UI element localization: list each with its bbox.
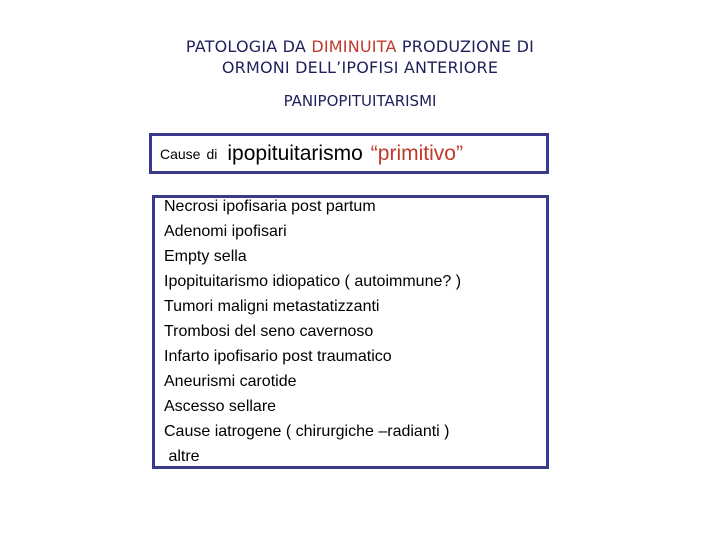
list-item: Ascesso sellare [164,398,277,415]
list-item: Trombosi del seno cavernoso [164,323,374,340]
title-text-after: PRODUZIONE DI [396,37,535,56]
list-item: Adenomi ipofisari [164,223,287,240]
list-item: Cause iatrogene ( chirurgiche –radianti ) [164,423,450,440]
title-text-before: PATOLOGIA DA [185,37,312,56]
list-item: Ipopituitarismo idiopatico ( autoimmune? ) [164,273,462,290]
cause-word: Cause [160,145,201,162]
list-item: Necrosi ipofisaria post partum [164,198,376,215]
title-line-2: ORMONI DELL’IPOFISI ANTERIORE [221,58,499,77]
title-accent-word: DIMINUITA [311,37,397,56]
list-item: Infarto ipofisario post traumatico [164,348,392,365]
causes-list-box [152,195,549,469]
section-heading: PANIPOPITUITARISMI [283,92,437,110]
cause-header-box [149,133,549,174]
list-item: Aneurismi carotide [164,373,297,390]
di-word: di [206,145,218,162]
list-item: altre [164,448,200,465]
primitivo-word: “primitivo” [370,141,463,165]
causes-list [164,194,546,469]
list-item: Empty sella [164,248,247,265]
page-title [0,36,720,78]
list-item: Tumori maligni metastatizzanti [164,298,380,315]
title-line-1 [0,36,720,57]
ipopituitarismo-word: ipopituitarismo [227,141,363,165]
